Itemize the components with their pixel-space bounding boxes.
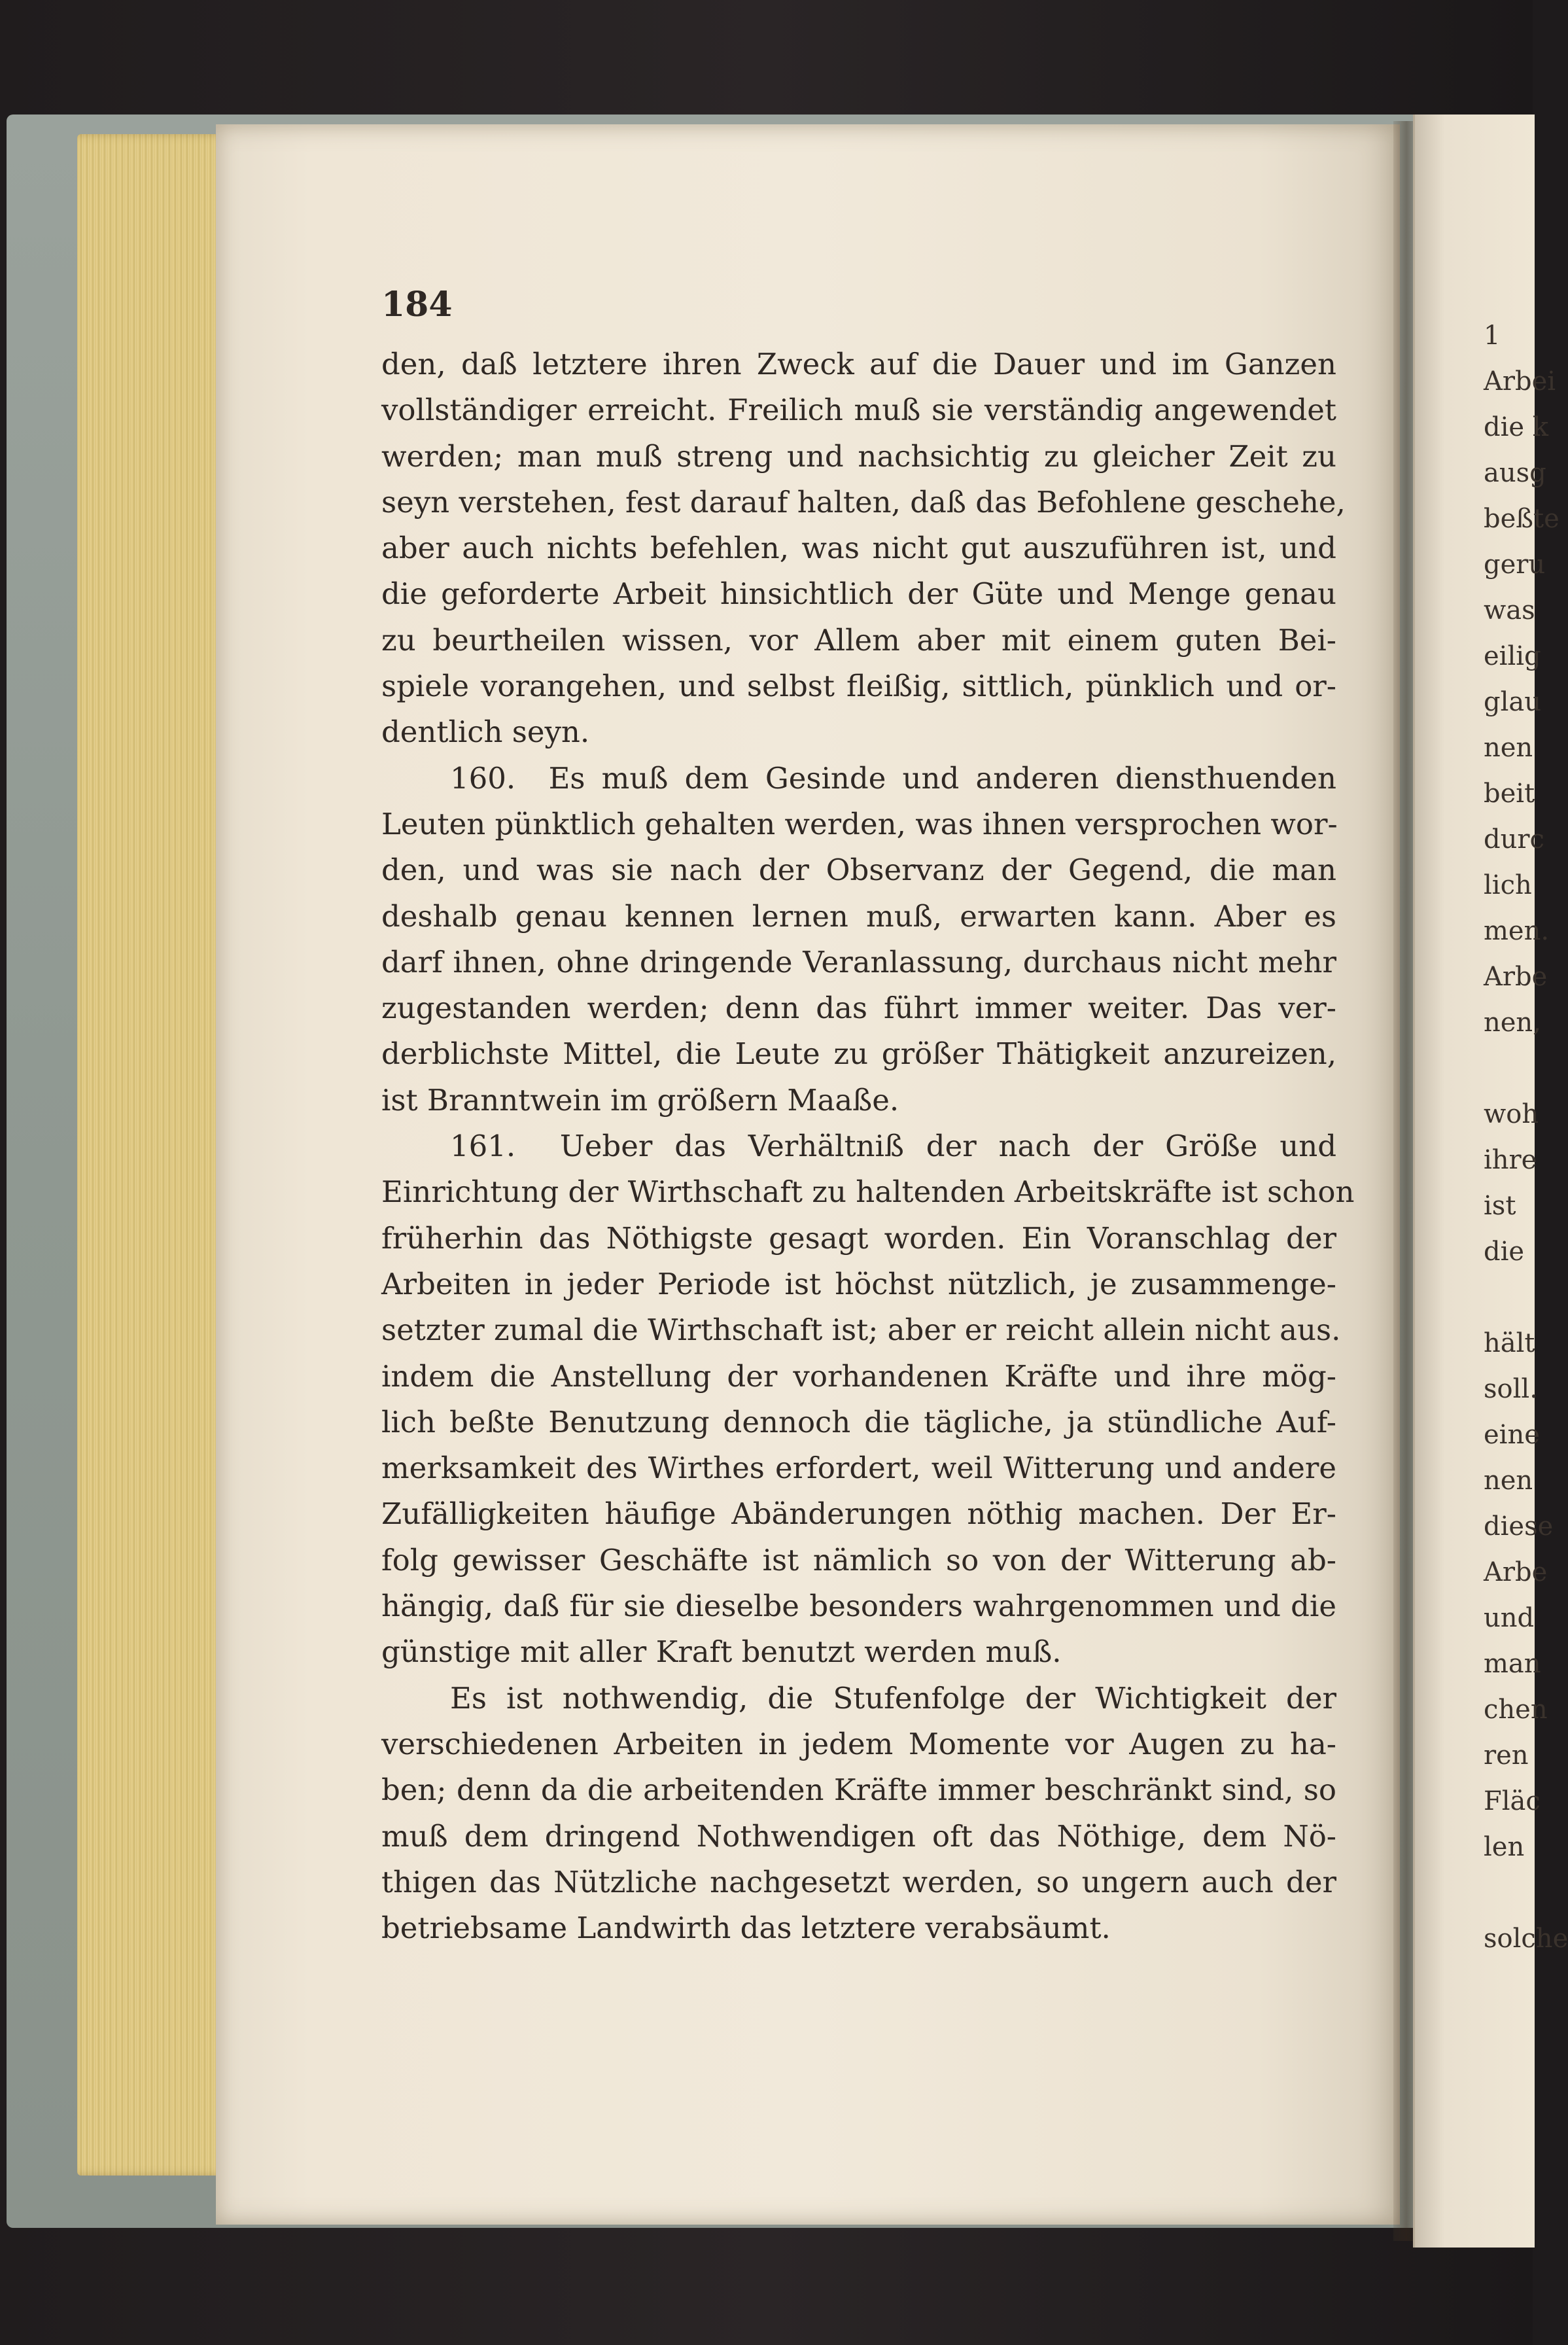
right-page-word-fragment: solche xyxy=(1484,1924,1568,1954)
right-page-word-fragment: die xyxy=(1484,1237,1525,1267)
text-line: die geforderte Arbeit hinsichtlich der Güte und Menge genau xyxy=(381,576,1336,612)
text-line: darf ihnen, ohne dringende Veranlassung, durchaus nicht mehr xyxy=(381,944,1336,979)
text-line: günstige mit aller Kraft benutzt werden muß. xyxy=(381,1634,1062,1670)
text-line: hängig, daß für sie dieselbe besonders wahrgenommen und die xyxy=(381,1589,1336,1624)
text-line: vollständiger erreicht. Freilich muß sie verständig angewendet xyxy=(381,393,1336,428)
paragraph-number: 161. xyxy=(450,1129,516,1164)
text-line: muß dem dringend Nothwendigen oft das Nöthige, dem Nö- xyxy=(381,1818,1336,1854)
right-page-word-fragment: chen xyxy=(1484,1695,1548,1725)
text-line: den, und was sie nach der Observanz der Gegend, die man xyxy=(381,853,1336,888)
text-line: früherhin das Nöthigste gesagt worden. Ein Voranschlag der xyxy=(381,1220,1336,1256)
text-line: zu beurtheilen wissen, vor Allem aber mit einem guten Bei- xyxy=(381,622,1336,658)
right-page-word-fragment: nen xyxy=(1484,1466,1533,1496)
text-line-content: Es muß dem Gesinde und anderen diensthuenden xyxy=(548,760,1336,796)
text-line: Einrichtung der Wirthschaft zu haltenden Arbeitskräfte ist schon xyxy=(381,1174,1355,1210)
text-line: ist Branntwein im größern Maaße. xyxy=(381,1082,899,1118)
text-line: indem die Anstellung der vorhandenen Kräfte und ihre mög- xyxy=(381,1358,1336,1394)
text-line: aber auch nichts befehlen, was nicht gut auszuführen ist, und xyxy=(381,531,1336,566)
right-page-word-fragment: men. xyxy=(1484,916,1550,946)
paragraph-161 xyxy=(381,1123,1355,1676)
text-line xyxy=(381,1123,1336,1169)
right-page-word-fragment: die k xyxy=(1484,412,1549,442)
page-number: 184 xyxy=(381,285,453,325)
text-line: folg gewisser Geschäfte ist nämlich so von der Witterung ab- xyxy=(381,1542,1336,1578)
right-page-word-fragment: durc xyxy=(1484,824,1544,855)
gilded-page-edge xyxy=(77,134,228,2176)
right-page-word-fragment: Arbe xyxy=(1484,1557,1548,1587)
text-line: spiele vorangehen, und selbst fleißig, sittlich, pünklich und or- xyxy=(381,669,1336,704)
text-line-content: Ueber das Verhältniß der nach der Größe und xyxy=(559,1129,1336,1164)
text-line: setzter zumal die Wirthschaft ist; aber er reicht allein nicht aus. xyxy=(381,1313,1341,1348)
text-line: Zufälligkeiten häufige Abänderungen nöthig machen. Der Er- xyxy=(381,1496,1336,1532)
text-line: Leuten pünktlich gehalten werden, was ihnen versprochen wor- xyxy=(381,806,1338,841)
paragraph-number: 160. xyxy=(450,760,516,796)
text-line: ben; denn da die arbeitenden Kräfte immer beschränkt sind, so xyxy=(381,1772,1336,1808)
text-line: deshalb genau kennen lernen muß, erwarten kann. Aber es xyxy=(381,898,1336,934)
fragment-gap xyxy=(1484,1275,1568,1320)
paragraph-continued xyxy=(381,342,1346,756)
right-page-word-fragment: ist xyxy=(1484,1191,1516,1221)
text-line: verschiedenen Arbeiten in jedem Momente vor Augen zu ha- xyxy=(381,1726,1336,1761)
right-page-word-fragment: ihre xyxy=(1484,1145,1537,1175)
text-line: thigen das Nützliche nachgesetzt werden, so ungern auch der xyxy=(381,1864,1336,1899)
right-page-word-fragment: soll. xyxy=(1484,1374,1538,1404)
right-page-word-fragment: beßte xyxy=(1484,504,1559,534)
text-line: werden; man muß streng und nachsichtig zu gleicher Zeit zu xyxy=(381,438,1336,474)
text-line: dentlich seyn. xyxy=(381,714,590,750)
right-page-word-fragment: nen xyxy=(1484,733,1533,763)
fragment-gap xyxy=(1484,1870,1568,1916)
right-page-word-fragment: 1 xyxy=(1484,321,1501,351)
text-line: lich beßte Benutzung dennoch die tägliche, ja stündliche Auf- xyxy=(381,1404,1336,1439)
right-page-word-fragment: woh xyxy=(1484,1099,1539,1129)
text-line: seyn verstehen, fest darauf halten, daß das Befohlene geschehe, xyxy=(381,484,1346,520)
right-page-word-fragment: len xyxy=(1484,1832,1525,1862)
right-page-word-fragment: was xyxy=(1484,595,1535,626)
right-page-word-fragment: beit xyxy=(1484,779,1535,809)
text-line: betriebsame Landwirth das letztere verabsäumt. xyxy=(381,1911,1111,1946)
fragment-gap xyxy=(1484,1046,1568,1091)
text-line xyxy=(381,756,1336,802)
right-page-word-fragment: eine xyxy=(1484,1420,1540,1450)
paragraph-160 xyxy=(381,756,1336,1123)
right-page-fragments xyxy=(1484,313,1568,1962)
right-page-word-fragment: Arbei xyxy=(1484,366,1556,397)
right-page-word-fragment: Fläc xyxy=(1484,1786,1541,1816)
text-line: derblichste Mittel, die Leute zu größer Thätigkeit anzureizen, xyxy=(381,1036,1336,1072)
text-line: Arbeiten in jeder Periode ist höchst nützlich, je zusammenge- xyxy=(381,1266,1336,1301)
right-page-word-fragment: lich xyxy=(1484,870,1532,900)
text-line: zugestanden werden; denn das führt immer weiter. Das ver- xyxy=(381,991,1336,1026)
right-page-word-fragment: man xyxy=(1484,1649,1541,1679)
right-page-word-fragment: diese xyxy=(1484,1511,1554,1542)
text-line: merksamkeit des Wirthes erfordert, weil Witterung und andere xyxy=(381,1451,1336,1486)
right-page-word-fragment: Arbe xyxy=(1484,962,1548,992)
text-line: Es ist nothwendig, die Stufenfolge der Wichtigkeit der xyxy=(450,1680,1336,1716)
right-page-word-fragment: eilig xyxy=(1484,641,1541,671)
right-page-word-fragment: nen, xyxy=(1484,1008,1541,1038)
page-text-block xyxy=(381,285,1355,1951)
right-page-word-fragment: ren xyxy=(1484,1740,1529,1771)
text-line: den, daß letztere ihren Zweck auf die Dauer und im Ganzen xyxy=(381,347,1336,381)
right-page-word-fragment: glau xyxy=(1484,687,1542,717)
right-page-word-fragment: ausg xyxy=(1484,458,1546,488)
right-page-word-fragment: geru xyxy=(1484,550,1546,580)
paragraph-final xyxy=(381,1676,1336,1952)
right-page-word-fragment: hält xyxy=(1484,1328,1535,1358)
right-page-word-fragment: und xyxy=(1484,1603,1535,1633)
